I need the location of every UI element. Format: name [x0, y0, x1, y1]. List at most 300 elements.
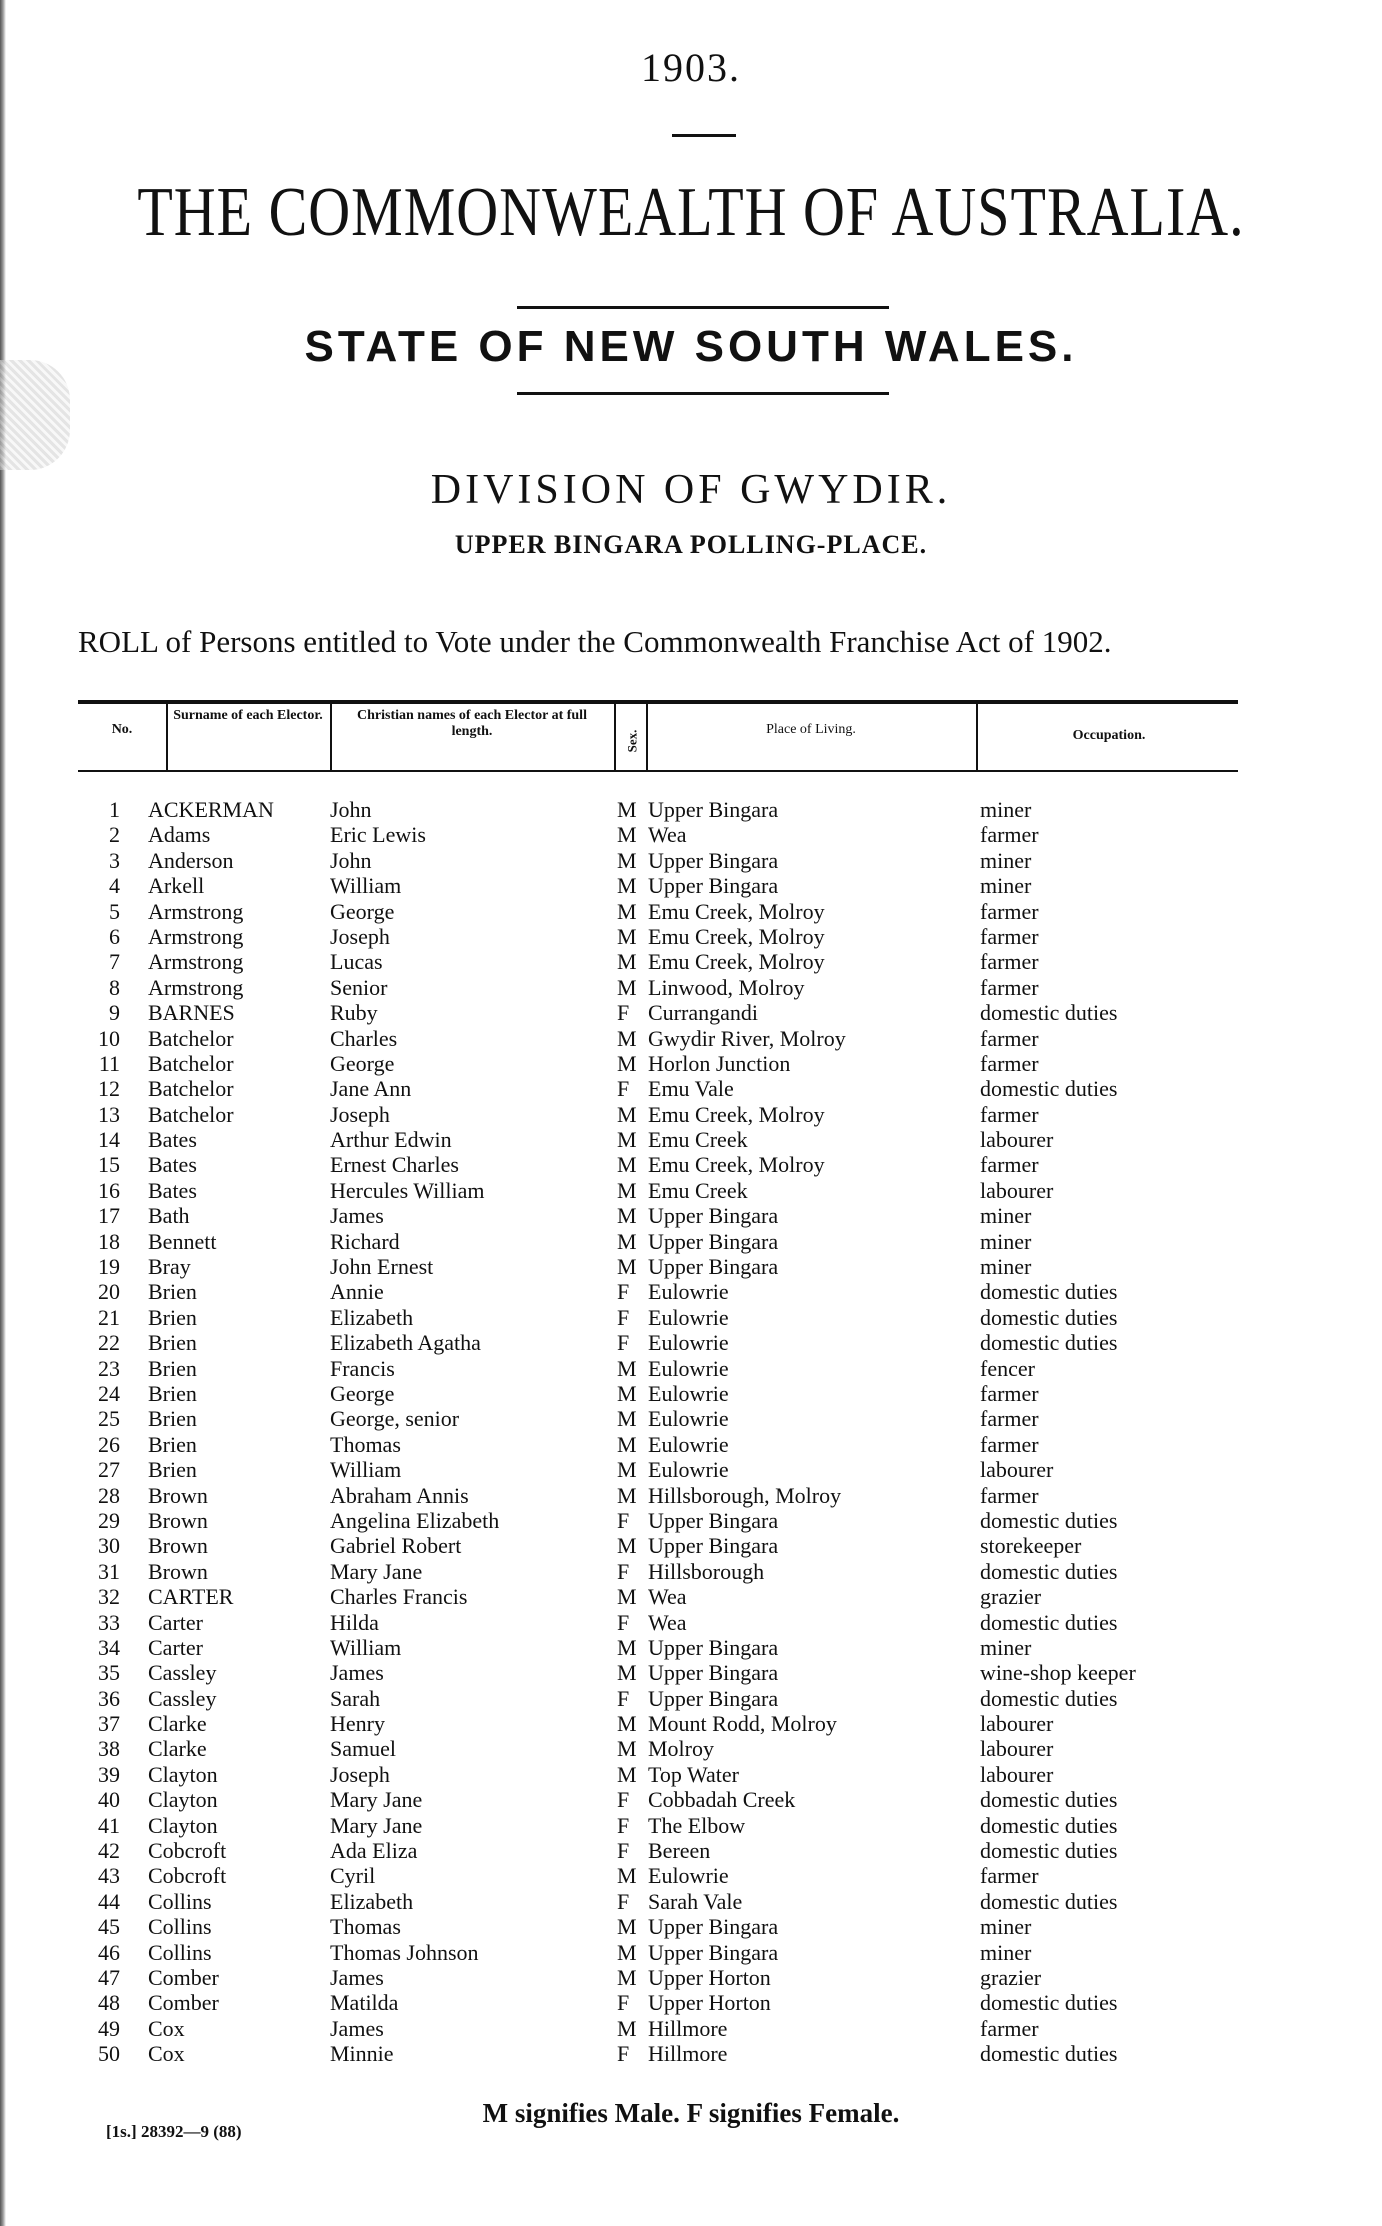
cell-surname: Armstrong	[148, 949, 244, 975]
cell-christian: Jane Ann	[330, 1076, 412, 1102]
table-row	[0, 1152, 1382, 1177]
year-rule	[672, 134, 736, 137]
cell-occupation: miner	[980, 797, 1032, 822]
table-row	[0, 1457, 1382, 1482]
table-row	[0, 1203, 1382, 1228]
cell-surname: Cassley	[148, 1685, 217, 1711]
cell-no: 45	[98, 1914, 120, 1940]
cell-occupation: labourer	[980, 1457, 1054, 1483]
cell-occupation: farmer	[980, 898, 1039, 924]
cell-christian: George, senior	[330, 1406, 460, 1432]
cell-sex: M	[617, 1177, 637, 1203]
cell-place: Top Water	[648, 1761, 739, 1787]
cell-occupation: miner	[980, 873, 1032, 899]
cell-sex: M	[617, 1406, 637, 1432]
cell-no: 1	[109, 797, 120, 822]
cell-christian: William	[330, 1457, 402, 1483]
table-row	[0, 1863, 1382, 1888]
table-row	[0, 1305, 1382, 1330]
table-row	[0, 1381, 1382, 1406]
cell-christian: John Ernest	[330, 1254, 434, 1280]
cell-no: 40	[98, 1787, 120, 1813]
cell-christian: Elizabeth Agatha	[330, 1330, 481, 1356]
cell-sex: M	[617, 873, 637, 899]
cell-place: Hillsborough	[648, 1558, 765, 1584]
cell-surname: Brien	[148, 1431, 197, 1457]
cell-surname: Armstrong	[148, 898, 244, 924]
cell-place: Emu Creek	[648, 1177, 748, 1203]
cell-surname: Bates	[148, 1152, 197, 1178]
cell-christian: James	[330, 2015, 384, 2041]
table-row	[0, 1787, 1382, 1812]
cell-sex: M	[617, 949, 637, 975]
table-row	[0, 1965, 1382, 1990]
cell-occupation: farmer	[980, 1482, 1039, 1508]
table-row	[0, 1686, 1382, 1711]
cell-occupation: storekeeper	[980, 1533, 1082, 1559]
cell-surname: ACKERMAN	[148, 797, 274, 822]
cell-sex: F	[617, 1304, 630, 1330]
cell-occupation: miner	[980, 1914, 1032, 1940]
cell-place: Eulowrie	[648, 1279, 729, 1305]
table-row	[0, 1000, 1382, 1025]
cell-occupation: grazier	[980, 1584, 1042, 1610]
table-row	[0, 822, 1382, 847]
cell-surname: Bray	[148, 1254, 191, 1280]
cell-no: 13	[98, 1101, 120, 1127]
division-heading: DIVISION OF GWYDIR.	[430, 467, 952, 513]
header-christian: Christian names of each Elector at full length.	[357, 708, 587, 739]
table-row	[0, 1533, 1382, 1558]
cell-place: The Elbow	[648, 1812, 746, 1838]
table-row	[0, 899, 1382, 924]
cell-christian: Charles	[330, 1025, 398, 1051]
cell-place: Upper Bingara	[648, 1685, 779, 1711]
table-row	[0, 975, 1382, 1000]
cell-sex: F	[617, 1812, 630, 1838]
cell-christian: Ernest Charles	[330, 1152, 459, 1178]
cell-place: Emu Creek, Molroy	[648, 923, 825, 949]
cell-christian: Angelina Elizabeth	[330, 1507, 500, 1533]
cell-place: Emu Creek, Molroy	[648, 949, 825, 975]
table-row	[0, 1736, 1382, 1761]
cell-christian: Ruby	[330, 1000, 378, 1026]
cell-surname: Batchelor	[148, 1025, 234, 1051]
cell-christian: Samuel	[330, 1736, 396, 1762]
cell-sex: F	[617, 1609, 630, 1635]
cell-surname: Brown	[148, 1507, 208, 1533]
cell-sex: M	[617, 1482, 637, 1508]
table-row	[0, 1102, 1382, 1127]
table-row	[0, 1584, 1382, 1609]
cell-christian: Elizabeth	[330, 1888, 414, 1914]
cell-occupation: domestic duties	[980, 1609, 1118, 1635]
cell-place: Hillmore	[648, 2015, 728, 2041]
cell-occupation: farmer	[980, 949, 1039, 975]
header-no: No.	[111, 722, 133, 737]
cell-sex: F	[617, 1507, 630, 1533]
cell-sex: F	[617, 2041, 630, 2067]
cell-place: Eulowrie	[648, 1355, 729, 1381]
cell-no: 31	[98, 1558, 120, 1584]
cell-surname: Brien	[148, 1406, 197, 1432]
cell-sex: F	[617, 1558, 630, 1584]
document-title: THE COMMONWEALTH OF AUSTRALIA.	[137, 172, 1245, 251]
cell-no: 15	[98, 1152, 120, 1178]
cell-surname: Armstrong	[148, 923, 244, 949]
cell-sex: M	[617, 1127, 637, 1153]
cell-place: Eulowrie	[648, 1304, 729, 1330]
cell-surname: BARNES	[148, 1000, 235, 1026]
cell-place: Upper Bingara	[648, 1660, 779, 1686]
cell-place: Emu Vale	[648, 1076, 734, 1102]
cell-place: Eulowrie	[648, 1457, 729, 1483]
cell-no: 7	[109, 949, 120, 975]
cell-occupation: domestic duties	[980, 1076, 1118, 1102]
cell-occupation: labourer	[980, 1711, 1054, 1737]
cell-place: Upper Bingara	[648, 1254, 779, 1280]
cell-no: 47	[98, 1964, 120, 1990]
cell-christian: Gabriel Robert	[330, 1533, 462, 1559]
header-surname: Surname of each Elector.	[173, 708, 323, 723]
table-row	[0, 1279, 1382, 1304]
cell-sex: M	[617, 1152, 637, 1178]
cell-surname: Carter	[148, 1634, 203, 1660]
cell-christian: George	[330, 898, 395, 924]
table-row	[0, 797, 1382, 822]
cell-christian: Joseph	[330, 1101, 390, 1127]
table-row	[0, 2041, 1382, 2066]
cell-place: Upper Bingara	[648, 1533, 779, 1559]
cell-occupation: domestic duties	[980, 1685, 1118, 1711]
col-divider-2	[330, 700, 332, 772]
cell-no: 29	[98, 1507, 120, 1533]
cell-surname: Clayton	[148, 1787, 218, 1813]
cell-sex: F	[617, 1888, 630, 1914]
roll-heading: ROLL of Persons entitled to Vote under the Commonwealth Franchise Act of 1902.	[78, 624, 1112, 659]
cell-no: 3	[109, 847, 120, 873]
cell-christian: Eric Lewis	[330, 822, 426, 848]
cell-surname: Clayton	[148, 1812, 218, 1838]
cell-occupation: grazier	[980, 1964, 1042, 1990]
cell-place: Hillmore	[648, 2041, 728, 2067]
cell-occupation: farmer	[980, 1431, 1039, 1457]
cell-no: 18	[98, 1228, 120, 1254]
table-row	[0, 1026, 1382, 1051]
cell-christian: George	[330, 1050, 395, 1076]
cell-no: 43	[98, 1863, 120, 1889]
cell-no: 32	[98, 1584, 120, 1610]
cell-sex: F	[617, 1076, 630, 1102]
cell-place: Bereen	[648, 1838, 711, 1864]
table-row	[0, 1914, 1382, 1939]
cell-place: Upper Bingara	[648, 1634, 779, 1660]
cell-place: Linwood, Molroy	[648, 974, 805, 1000]
cell-place: Upper Bingara	[648, 1914, 779, 1940]
table-row	[0, 1990, 1382, 2015]
cell-place: Currangandi	[648, 1000, 758, 1026]
cell-place: Wea	[648, 1584, 687, 1610]
cell-place: Gwydir River, Molroy	[648, 1025, 846, 1051]
cell-sex: M	[617, 1355, 637, 1381]
cell-sex: M	[617, 2015, 637, 2041]
cell-no: 19	[98, 1254, 120, 1280]
table-row	[0, 1889, 1382, 1914]
cell-surname: Brien	[148, 1279, 197, 1305]
cell-surname: Brien	[148, 1457, 197, 1483]
cell-surname: Comber	[148, 1990, 219, 2016]
state-rule-bottom	[517, 392, 889, 395]
cell-no: 25	[98, 1406, 120, 1432]
cell-christian: Annie	[330, 1279, 384, 1305]
table-row	[0, 1229, 1382, 1254]
table-row	[0, 949, 1382, 974]
col-divider-1	[166, 700, 168, 772]
table-row	[0, 1483, 1382, 1508]
table-row	[0, 1051, 1382, 1076]
cell-surname: Collins	[148, 1914, 212, 1940]
cell-christian: James	[330, 1660, 384, 1686]
cell-surname: CARTER	[148, 1584, 234, 1610]
cell-place: Upper Bingara	[648, 847, 779, 873]
cell-christian: Joseph	[330, 1761, 390, 1787]
cell-occupation: farmer	[980, 1152, 1039, 1178]
cell-surname: Cobcroft	[148, 1838, 227, 1864]
table-row	[0, 1356, 1382, 1381]
print-reference: [1s.] 28392—9 (88)	[106, 2122, 242, 2141]
cell-christian: John	[330, 847, 372, 873]
cell-sex: F	[617, 1000, 630, 1026]
cell-sex: M	[617, 1634, 637, 1660]
cell-no: 30	[98, 1533, 120, 1559]
cell-occupation: domestic duties	[980, 2041, 1118, 2067]
cell-place: Upper Horton	[648, 1990, 771, 2016]
cell-christian: Abraham Annis	[330, 1482, 469, 1508]
cell-occupation: miner	[980, 1228, 1032, 1254]
cell-christian: Francis	[330, 1355, 395, 1381]
cell-no: 50	[98, 2041, 120, 2067]
cell-surname: Clayton	[148, 1761, 218, 1787]
cell-christian: Minnie	[330, 2041, 394, 2067]
table-row	[0, 1838, 1382, 1863]
cell-place: Emu Creek, Molroy	[648, 1152, 825, 1178]
cell-sex: M	[617, 1101, 637, 1127]
cell-no: 42	[98, 1838, 120, 1864]
cell-place: Emu Creek	[648, 1127, 748, 1153]
cell-surname: Comber	[148, 1964, 219, 1990]
cell-christian: Mary Jane	[330, 1812, 423, 1838]
cell-sex: M	[617, 1380, 637, 1406]
cell-no: 9	[109, 1000, 120, 1026]
cell-sex: M	[617, 1914, 637, 1940]
cell-sex: M	[617, 1736, 637, 1762]
cell-place: Upper Bingara	[648, 797, 779, 822]
table-row	[0, 1127, 1382, 1152]
cell-christian: James	[330, 1203, 384, 1229]
cell-christian: William	[330, 873, 402, 899]
cell-christian: Mary Jane	[330, 1558, 423, 1584]
cell-christian: Thomas Johnson	[330, 1939, 479, 1965]
cell-christian: James	[330, 1964, 384, 1990]
cell-sex: M	[617, 822, 637, 848]
cell-christian: Senior	[330, 974, 388, 1000]
cell-occupation: domestic duties	[980, 1304, 1118, 1330]
table-row	[0, 1254, 1382, 1279]
cell-sex: F	[617, 1330, 630, 1356]
table-row	[0, 848, 1382, 873]
cell-occupation: miner	[980, 1203, 1032, 1229]
cell-surname: Batchelor	[148, 1050, 234, 1076]
cell-place: Eulowrie	[648, 1431, 729, 1457]
cell-no: 22	[98, 1330, 120, 1356]
cell-no: 4	[109, 873, 120, 899]
cell-no: 11	[98, 1050, 120, 1076]
cell-surname: Brown	[148, 1533, 208, 1559]
cell-surname: Batchelor	[148, 1101, 234, 1127]
cell-place: Upper Bingara	[648, 873, 779, 899]
cell-place: Emu Creek, Molroy	[648, 898, 825, 924]
cell-place: Eulowrie	[648, 1330, 729, 1356]
cell-occupation: labourer	[980, 1177, 1054, 1203]
header-sex-label: Sex.	[624, 729, 639, 753]
col-divider-3	[614, 700, 616, 772]
cell-christian: Matilda	[330, 1990, 399, 2016]
cell-surname: Brien	[148, 1380, 197, 1406]
cell-occupation: farmer	[980, 1050, 1039, 1076]
cell-sex: M	[617, 974, 637, 1000]
cell-sex: F	[617, 1279, 630, 1305]
cell-place: Mount Rodd, Molroy	[648, 1711, 837, 1737]
cell-surname: Collins	[148, 1888, 212, 1914]
cell-occupation: farmer	[980, 1863, 1039, 1889]
cell-surname: Adams	[148, 822, 211, 848]
cell-place: Upper Bingara	[648, 1507, 779, 1533]
col-divider-5	[976, 700, 978, 772]
cell-no: 49	[98, 2015, 120, 2041]
cell-no: 48	[98, 1990, 120, 2016]
cell-christian: Mary Jane	[330, 1787, 423, 1813]
cell-sex: M	[617, 1660, 637, 1686]
cell-no: 14	[98, 1127, 120, 1153]
elector-rows	[0, 797, 1382, 2067]
cell-place: Emu Creek, Molroy	[648, 1101, 825, 1127]
cell-no: 37	[98, 1711, 120, 1737]
cell-surname: Clarke	[148, 1736, 207, 1762]
cell-occupation: miner	[980, 1254, 1032, 1280]
cell-occupation: farmer	[980, 1025, 1039, 1051]
table-row	[0, 1635, 1382, 1660]
cell-sex: M	[617, 923, 637, 949]
cell-occupation: domestic duties	[980, 1000, 1118, 1026]
cell-no: 2	[109, 822, 120, 848]
cell-occupation: farmer	[980, 923, 1039, 949]
cell-sex: M	[617, 1533, 637, 1559]
cell-christian: Charles Francis	[330, 1584, 468, 1610]
cell-occupation: domestic duties	[980, 1279, 1118, 1305]
cell-occupation: farmer	[980, 822, 1039, 848]
cell-occupation: farmer	[980, 1380, 1039, 1406]
table-row	[0, 1330, 1382, 1355]
table-row	[0, 1813, 1382, 1838]
cell-occupation: labourer	[980, 1127, 1054, 1153]
table-row	[0, 1711, 1382, 1736]
cell-sex: M	[617, 1761, 637, 1787]
cell-sex: M	[617, 1711, 637, 1737]
cell-sex: M	[617, 1254, 637, 1280]
cell-occupation: domestic duties	[980, 1558, 1118, 1584]
cell-surname: Cobcroft	[148, 1863, 227, 1889]
cell-no: 27	[98, 1457, 120, 1483]
cell-surname: Cox	[148, 2015, 185, 2041]
cell-surname: Anderson	[148, 847, 234, 873]
cell-place: Upper Bingara	[648, 1203, 779, 1229]
cell-surname: Cassley	[148, 1660, 217, 1686]
cell-occupation: domestic duties	[980, 1812, 1118, 1838]
polling-place-heading: UPPER BINGARA POLLING-PLACE.	[454, 530, 928, 559]
cell-christian: George	[330, 1380, 395, 1406]
cell-christian: Ada Eliza	[330, 1838, 418, 1864]
cell-sex: M	[617, 847, 637, 873]
cell-sex: M	[617, 1964, 637, 1990]
cell-christian: John	[330, 797, 372, 822]
cell-place: Eulowrie	[648, 1406, 729, 1432]
cell-occupation: domestic duties	[980, 1787, 1118, 1813]
cell-christian: Arthur Edwin	[330, 1127, 452, 1153]
table-row	[0, 1406, 1382, 1431]
cell-sex: M	[617, 1203, 637, 1229]
cell-occupation: farmer	[980, 2015, 1039, 2041]
cell-no: 6	[109, 923, 120, 949]
cell-no: 41	[98, 1812, 120, 1838]
cell-no: 23	[98, 1355, 120, 1381]
cell-no: 33	[98, 1609, 120, 1635]
cell-place: Wea	[648, 822, 687, 848]
cell-place: Wea	[648, 1609, 687, 1635]
header-sex	[617, 716, 647, 766]
cell-surname: Brien	[148, 1304, 197, 1330]
cell-place: Sarah Vale	[648, 1888, 743, 1914]
cell-no: 44	[98, 1888, 120, 1914]
cell-sex: M	[617, 1939, 637, 1965]
cell-surname: Armstrong	[148, 974, 244, 1000]
cell-christian: Sarah	[330, 1685, 381, 1711]
header-place: Place of Living.	[766, 722, 856, 737]
cell-place: Upper Bingara	[648, 1939, 779, 1965]
cell-christian: Hercules William	[330, 1177, 485, 1203]
table-row	[0, 873, 1382, 898]
cell-occupation: miner	[980, 847, 1032, 873]
cell-sex: M	[617, 797, 637, 822]
cell-place: Eulowrie	[648, 1380, 729, 1406]
cell-sex: F	[617, 1838, 630, 1864]
cell-christian: Thomas	[330, 1914, 401, 1940]
cell-surname: Brien	[148, 1355, 197, 1381]
cell-surname: Collins	[148, 1939, 212, 1965]
cell-occupation: domestic duties	[980, 1507, 1118, 1533]
cell-occupation: domestic duties	[980, 1838, 1118, 1864]
table-row	[0, 1762, 1382, 1787]
cell-place: Upper Horton	[648, 1964, 771, 1990]
table-row	[0, 1660, 1382, 1685]
cell-sex: M	[617, 1050, 637, 1076]
cell-place: Hillsborough, Molroy	[648, 1482, 842, 1508]
cell-no: 46	[98, 1939, 120, 1965]
cell-occupation: domestic duties	[980, 1330, 1118, 1356]
cell-no: 26	[98, 1431, 120, 1457]
cell-christian: Elizabeth	[330, 1304, 414, 1330]
cell-no: 10	[98, 1025, 120, 1051]
cell-occupation: labourer	[980, 1761, 1054, 1787]
